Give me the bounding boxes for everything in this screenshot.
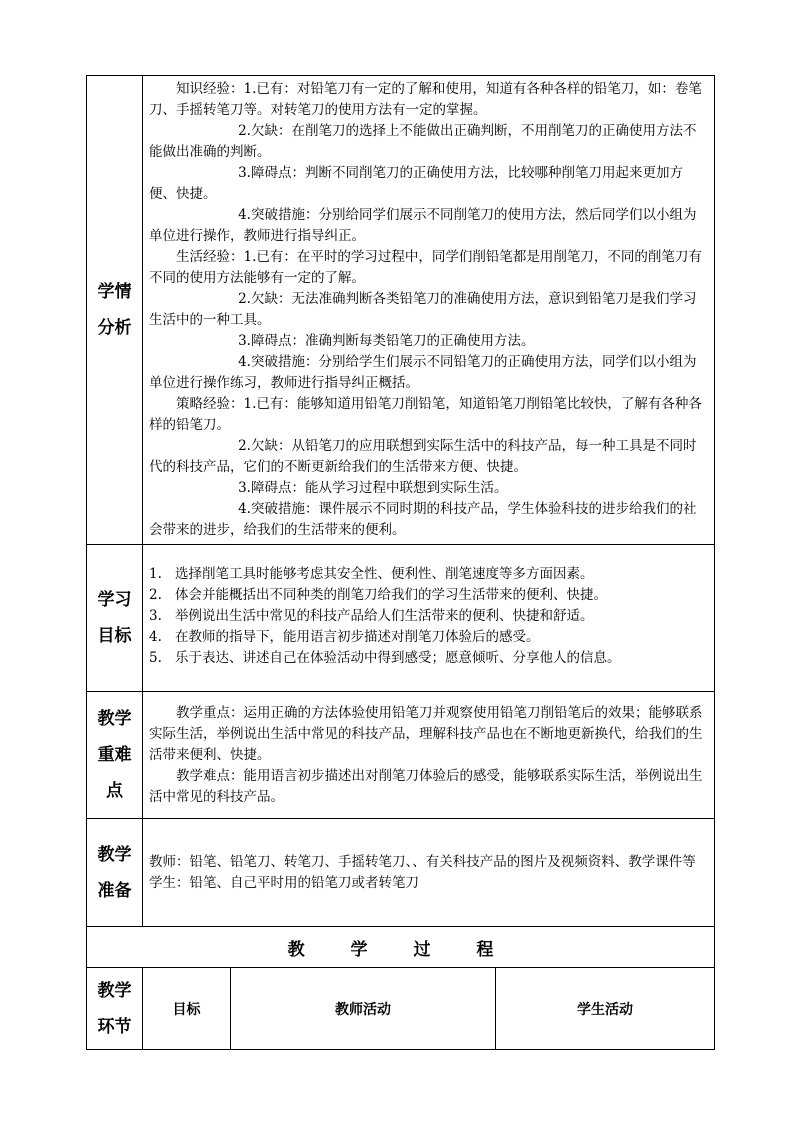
xueqing-paragraph: 知识经验：1.已有：对铅笔刀有一定的了解和使用，知道有各种各样的铅笔刀，如：卷笔刀、手摇转笔刀等。对转笔刀的使用方法有一定的掌握。 [149,81,702,118]
mubiao-content [143,545,715,692]
goal-number: 1. [149,566,162,582]
zhongnan-label-1: 教学 [97,709,132,729]
teacher-activity-header: 教师活动 [231,968,496,1050]
student-activity-header: 学生活动 [496,968,715,1050]
goal-header: 目标 [143,968,231,1050]
difficult-point-text: 教学难点：能用语言初步描述出对削笔刀体验后的感受，能够联系实际生活，举例说出生活中常见的科技产品。 [149,767,703,805]
goal-number: 2. [149,587,162,603]
stage-header [87,968,143,1050]
xueqing-row [87,76,715,545]
zhongnan-label-3: 点 [106,781,123,801]
xueqing-paragraph: 策略经验：1.已有：能够知道用铅笔刀削铅笔，知道铅笔刀削铅笔比较快，了解有各种各样的铅笔刀。 [149,396,702,433]
teacher-prep-text: 教师：铅笔、铅笔刀、转笔刀、手摇转笔刀、、有关科技产品的图片及视频资料、教学课件等 [149,853,696,870]
goal-item [149,606,708,627]
xueqing-paragraph: 2.欠缺：从铅笔刀的应用联想到实际生活中的科技产品，每一种工具是不同时代的科技产品，它们的不断更新给我们的生活带来方便、快捷。 [149,438,697,475]
xueqing-paragraph: 4.突破措施：分别给学生们展示不同铅笔刀的正确使用方法，同学们以小组为单位进行操作练习，教师进行指导纠正概括。 [149,354,697,391]
xueqing-paragraphs [149,79,708,541]
student-prep-text: 学生：铅笔、自己平时用的铅笔刀或者转笔刀 [149,874,419,891]
mubiao-label-1: 学习 [97,590,132,610]
goal-number: 5. [149,650,162,666]
process-title: 教 学 过 程 [87,927,715,968]
key-point-text: 教学重点：运用正确的方法体验使用铅笔刀并观察使用铅笔刀削铅笔后的效果；能够联系实际生活，举例说出生活中常见的科技产品，理解科技产品也在不断地更新换代，给我们的生活带来便利、快捷。 [149,704,703,763]
xueqing-paragraph: 3.障碍点：准确判断每类铅笔刀的正确使用方法。 [238,333,535,349]
xueqing-paragraph: 生活经验：1.已有：在平时的学习过程中，同学们削铅笔都是用削笔刀，不同的削笔刀有不同的使用方法能够有一定的了解。 [149,249,702,286]
goal-list [149,564,708,669]
xueqing-paragraph: 3.障碍点：判断不同削笔刀的正确使用方法，比较哪种削笔刀用起来更加方便、快捷。 [149,165,683,202]
mubiao-label [87,545,143,692]
xueqing-paragraph: 2.欠缺：在削笔刀的选择上不能做出正确判断，不用削笔刀的正确使用方法不能做出准确的判断。 [149,123,697,160]
xueqing-content [143,76,715,545]
goal-text: 在教师的指导下，能用语言初步描述对削笔刀体验后的感受。 [175,629,540,645]
goal-item [149,648,708,669]
xueqing-paragraph: 4.突破措施：课件展示不同时期的科技产品，学生体验科技的进步给我们的社会带来的进步，给我们的生活带来的便利。 [149,501,697,538]
goal-item [149,585,708,606]
zhunbei-label-1: 教学 [97,844,132,865]
goal-text: 乐于表达、讲述自己在体验活动中得到感受；愿意倾听、分享他人的信息。 [175,650,621,666]
goal-text: 举例说出生活中常见的科技产品给人们生活带来的便利、快捷和舒适。 [175,608,594,624]
mubiao-label-2: 目标 [97,626,132,646]
xueqing-label [87,76,143,545]
goal-text: 选择削笔工具时能够考虑其安全性、便利性、削笔速度等多方面因素。 [175,566,594,582]
process-header-row [87,968,715,1050]
zhongnan-label [87,692,143,819]
zhunbei-label [87,819,143,927]
zhongnan-label-2: 重难 [97,745,132,765]
goal-text: 体会并能概括出不同种类的削笔刀给我们的学习生活带来的便利、快捷。 [175,587,607,603]
goal-item [149,627,708,648]
mubiao-row [87,545,715,692]
zhunbei-content [143,819,715,927]
zhongnan-row [87,692,715,819]
xueqing-paragraph: 2.欠缺：无法准确判断各类铅笔刀的准确使用方法，意识到铅笔刀是我们学习生活中的一种工具。 [149,291,697,328]
zhunbei-label-2: 准备 [97,880,132,901]
goal-number: 3. [149,608,162,624]
stage-header-1: 教学 [97,980,132,1001]
xueqing-label-1: 学情 [97,282,132,302]
stage-header-2: 环节 [97,1016,132,1037]
zhunbei-row [87,819,715,927]
zhongnan-content [143,692,715,819]
xueqing-paragraph: 4.突破措施：分别给同学们展示不同削笔刀的使用方法，然后同学们以小组为单位进行操作，教师进行指导纠正。 [149,207,697,244]
process-title-row [87,927,715,968]
lesson-plan-table [86,75,715,1050]
xueqing-label-2: 分析 [97,318,132,338]
goal-number: 4. [149,629,162,645]
xueqing-paragraph: 3.障碍点：能从学习过程中联想到实际生活。 [238,480,508,496]
goal-item [149,564,708,585]
